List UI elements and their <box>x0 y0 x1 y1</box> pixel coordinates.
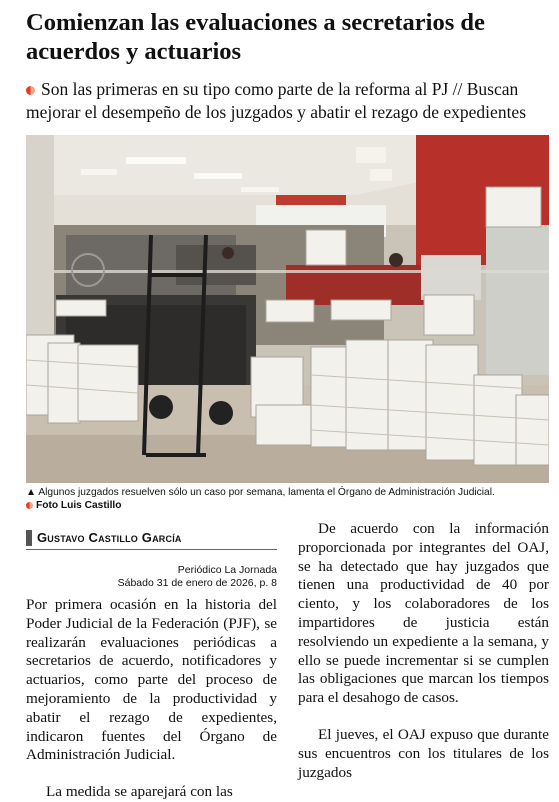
photo-caption <box>26 487 552 512</box>
headline: Comienzan las evaluaciones a secretarios de acuerdos y actuarios <box>26 9 485 65</box>
article-paragraph: La medida se aparejará con las <box>46 783 233 801</box>
newspaper-name: Periódico La Jornada <box>177 564 277 576</box>
deck <box>26 78 548 124</box>
left-column <box>26 530 277 802</box>
photo-credit <box>26 500 552 513</box>
source-line <box>26 564 277 590</box>
byline-divider <box>26 549 277 550</box>
bullet-icon <box>26 502 33 509</box>
deck-text: Son las primeras en su tipo como parte de la reforma al PJ // Buscan mejorar el desempeño de los juzgados y abatir el rezago de expedientes <box>26 79 527 122</box>
right-column <box>298 520 549 782</box>
office-files-photo <box>26 135 549 483</box>
bullet-icon <box>26 86 35 95</box>
byline: Gustavo Castillo García <box>26 530 277 546</box>
article-paragraph: Por primera ocasión en la historia del Poder Judicial de la Federación (PJF), se realizarán evaluaciones periódicas a secretarios de acuerdo, notificadores y actuarios, como parte del proceso de mejoramiento de la productividad y abatir el rezago de expedientes, indicaron fuentes del Órgano de Administración Judicial. <box>26 596 277 764</box>
caption-text: ▲ Algunos juzgados resuelven sólo un caso por semana, lamenta el Órgano de Administración Judicial. <box>26 487 495 498</box>
article-paragraph: El jueves, el OAJ expuso que durante sus encuentros con los titulares de los juzgados <box>298 725 549 781</box>
article-paragraph: De acuerdo con la información proporcionada por integrantes del OAJ, se ha detectado que hay juzgados que tienen una productividad de 40 por ciento, y los colaboradores de los impartidores de justicia están resolviendo un expediente a la semana, y ello se puede incrementar si se cumplen las obligaciones que marcan los tiempos para el desahogo de casos. <box>298 520 549 707</box>
news-photo <box>26 135 549 483</box>
publication-date: Sábado 31 de enero de 2026, p. 8 <box>117 577 277 589</box>
photo-credit-text: Foto Luis Castillo <box>36 499 122 511</box>
